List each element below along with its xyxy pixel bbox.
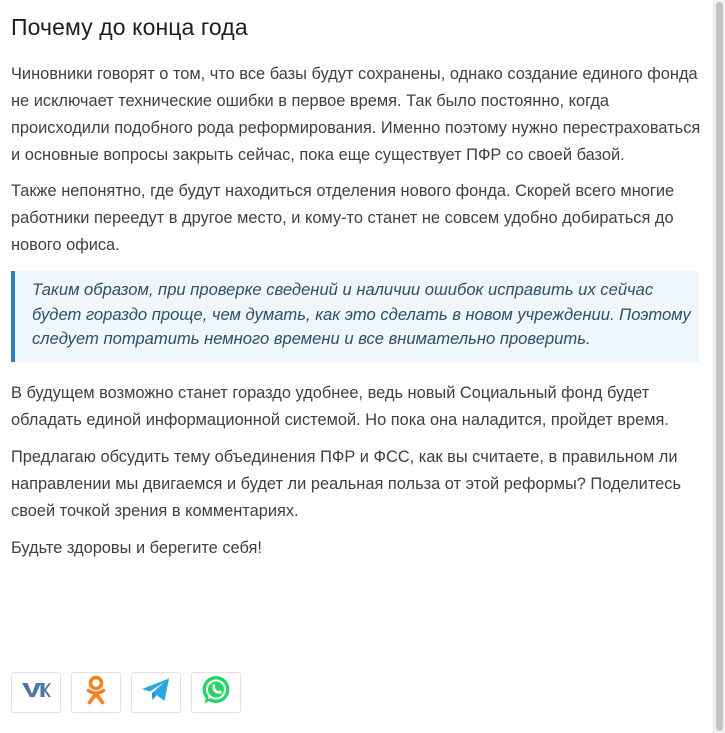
paragraph-1: Чиновники говорят о том, что все базы будут сохранены, однако создание единого фонда не исключает технические ошибки в первое время. Так было постоянно, когда происходили подобного рода реформирования. Именно поэтому нужно перестраховаться и основные вопросы закрыть сейчас, пока еще существует ПФР со своей базой. xyxy=(11,65,701,164)
paragraph-5: Будьте здоровы и берегите себя! xyxy=(11,538,262,557)
share-vk-button[interactable] xyxy=(11,672,61,713)
paragraph-3: В будущем возможно станет гораздо удобнее, ведь новый Социальный фонд будет обладать единой информационной системой. Но пока она наладится, пройдет время. xyxy=(11,383,669,429)
share-buttons xyxy=(11,672,241,713)
vertical-scrollbar[interactable] xyxy=(713,0,725,733)
vk-icon xyxy=(21,680,51,705)
share-telegram-button[interactable] xyxy=(131,672,181,713)
odnoklassniki-icon xyxy=(85,675,107,710)
whatsapp-icon xyxy=(201,675,231,710)
scrollbar-thumb[interactable] xyxy=(716,2,723,731)
telegram-icon xyxy=(141,677,171,708)
paragraph-4: Предлагаю обсудить тему объединения ПФР и ФСС, как вы считаете, в правильном ли направлении мы двигаемся и будет ли реальная польза от этой реформы? Поделитесь своей точкой зрения в комментариях. xyxy=(11,447,681,520)
paragraph-2: Также непонятно, где будут находиться отделения нового фонда. Скорей всего многие работники переедут в другое место, и кому-то станет не совсем удобно добираться до нового офиса. xyxy=(11,182,675,254)
highlight-quote: Таким образом, при проверке сведений и наличии ошибок исправить их сейчас будет гораздо проще, чем думать, как это сделать в новом учреждении. Поэтому следует потратить немного времени и все внимательно проверить. xyxy=(11,271,699,362)
section-heading: Почему до конца года xyxy=(11,14,248,40)
share-whatsapp-button[interactable] xyxy=(191,672,241,713)
share-odnoklassniki-button[interactable] xyxy=(71,672,121,713)
article-body xyxy=(11,0,701,562)
